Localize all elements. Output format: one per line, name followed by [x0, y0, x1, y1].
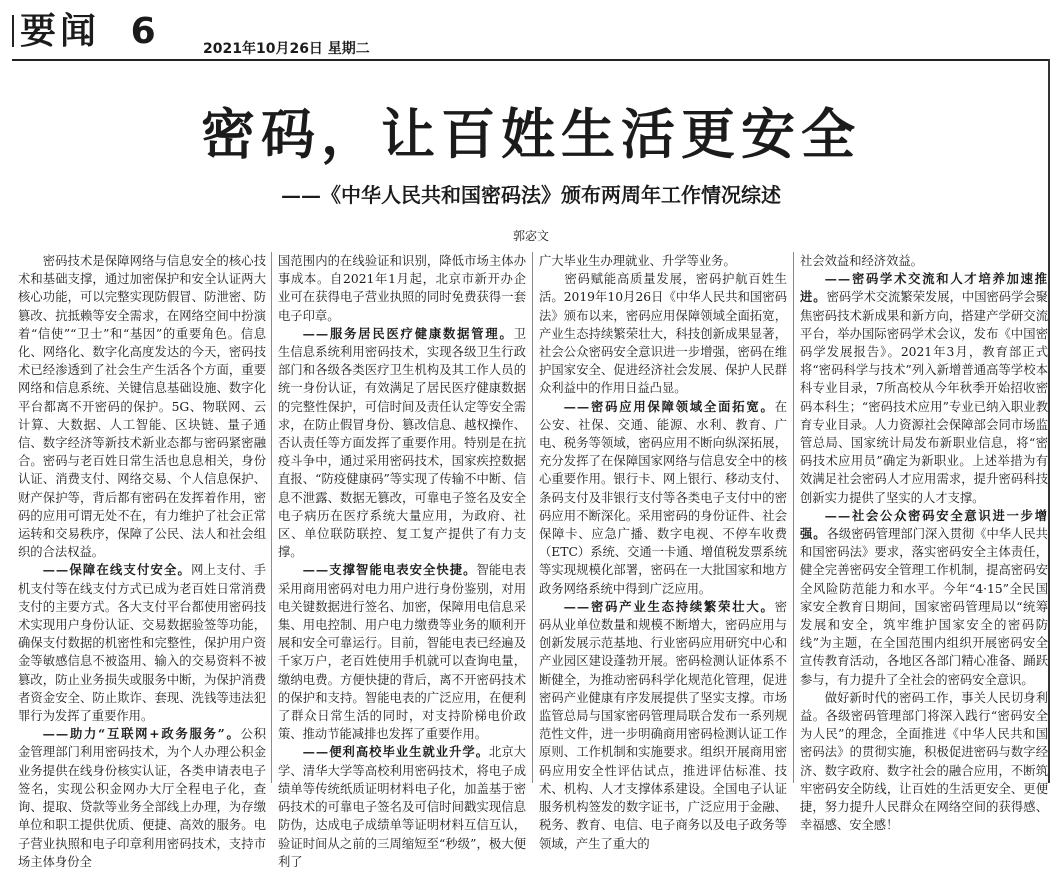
paragraph-text: 密码赋能高质量发展，密码护航百姓生活。2019年10月26日《中华人民共和国密码法》颁布以来，密码应用保障领域全面拓宽，产业生态持续繁荣壮大，科技创新成果显著，社会公众密码安全意识进一步增强，密码在维护国家安全、促进经济社会发展、保护人民群众利益中的作用日益凸显。 [539, 272, 787, 396]
article-paragraph [800, 270, 1048, 507]
article-paragraph [800, 507, 1048, 689]
column-divider [793, 252, 794, 783]
article-paragraph [278, 252, 526, 325]
paragraph-text: 卫生信息系统利用密码技术，实现各级卫生行政部门和各级各类医疗卫生机构及其工作人员的统一身份认证，有效满足了居民医疗健康数据的完整性保护，可信时间及责任认定等安全需求，在防止假冒身份、篡改信息、越权操作、否认责任等方面发挥了重要作用。特别是在抗疫斗争中，通过采用密码技术，国家疾控数据直报、“防疫健康码”等实现了传输不中断、信息不泄露、数据无篡改，可靠电子签名及安全电子病历在医疗系统大量应用，为政府、社区、单位联防联控、复工复产提供了有力支撑。 [278, 326, 526, 560]
issue-date: 2021年10月26日 星期二 [203, 41, 370, 57]
section-lead-phrase: ——密码学术交流和人才培养加速推进。 [800, 271, 1048, 305]
paragraph-text: 在公安、社保、交通、能源、水利、教育、广电、税务等领域，密码应用不断向纵深拓展，充分发挥了在保障国家网络与信息安全中的核心重要作用。银行卡、网上银行、移动支付、条码支付及非银行支付等各类电子支付中的密码应用不断深化。采用密码的身份证件、社会保障卡、应急广播、数字电视、不停车收费（ETC）系统、交通一卡通、增值税发票系统等实现规模化部署，密码在一大批国家和地方政务网络系统中得到广泛应用。 [539, 399, 787, 596]
paragraph-text: 广大毕业生办理就业、升学等业务。 [539, 254, 736, 268]
article-paragraph [539, 598, 787, 853]
column-divider [271, 252, 272, 783]
article-column-1 [18, 252, 266, 869]
article-paragraph [18, 725, 266, 871]
article-column-4 [800, 252, 1048, 833]
column-divider [532, 252, 533, 783]
page-number: 6 [130, 11, 160, 52]
section-name: 要闻 [20, 11, 101, 52]
paragraph-text: 社会效益和经济效益。 [800, 254, 923, 268]
article-paragraph [18, 561, 266, 725]
article-paragraph [278, 561, 526, 743]
article-column-3 [539, 252, 787, 851]
masthead-bracket [12, 15, 14, 47]
paragraph-text: 各级密码管理部门深入贯彻《中华人民共和国密码法》要求，落实密码安全主体责任，健全完善密码安全管理工作机制，提高密码安全风险防范能力和水平。今年“4·15”全民国家安全教育日期间，国家密码管理局以“统筹发展和安全，筑牢维护国家安全的密码防线”为主题，在全国范围内组织开展密码安全宣传教育活动，各地区各部门精心准备、踊跃参与，有力提升了全社会的密码安全意识。 [800, 527, 1048, 687]
section-lead-phrase: ——便利高校毕业生就业升学。 [302, 744, 490, 760]
paragraph-text: 智能电表采用商用密码对电力用户进行身份鉴别，对用电关键数据进行签名、加密，保障用电信息采集、用电控制、用户电力缴费等业务的顺利开展和安全可靠运行。目前，智能电表已经遍及千家万户，老百姓使用手机就可以查询电量，缴纳电费。方便快捷的背后，离不开密码技术的保护和支持。智能电表的广泛应用，在便利了群众日常生活的同时，对支持阶梯电价政策、推动节能减排也发挥了重要作用。 [278, 563, 526, 742]
article-paragraph [800, 689, 1048, 835]
paragraph-text: 网上支付、手机支付等在线支付方式已成为老百姓日常消费支付的主要方式。各大支付平台都使用密码技术实现用户身份认证、交易数据验签等功能，确保支付数据的机密性和完整性，保护用户资金等敏感信息不被盗用、输入的交易资料不被篡改，防止业务损失或服务中断，为保护消费者资金安全、防止欺诈、套现、洗钱等违法犯罪行为发挥了重要作用。 [18, 563, 266, 724]
section-title [20, 12, 160, 52]
paragraph-text: 公积金管理部门利用密码技术，为个人办理公积金业务提供在线身份核实认证，各类申请表电子签名，实现公积金网办大厅全程电子化，查询、提取、贷款等业务全部线上办理，为存缴单位和职工提供优质、便捷、高效的服务。电子营业执照和电子印章利用密码技术，支持市场主体身份全 [18, 727, 266, 869]
article-byline: 郭宓文 [512, 229, 549, 243]
paragraph-text: 北京大学、清华大学等高校利用密码技术，将电子成绩单等传统纸质证明材料电子化，加盖基于密码技术的可靠电子签名及可信时间戳实现信息防伪，达成电子成绩单等证明材料互信互认，验证时间从之前的三周缩短至“秒级”，极大便利了 [278, 745, 526, 869]
article-paragraph [539, 252, 787, 270]
section-lead-phrase: ——密码产业生态持续繁荣壮大。 [563, 598, 775, 614]
article-paragraph [18, 252, 266, 561]
paragraph-text: 密码技术是保障网络与信息安全的核心技术和基础支撑，通过加密保护和安全认证两大核心功能，可以完整实现防假冒、防泄密、防篡改、抗抵赖等安全需求，在网络空间中扮演着“信使”“卫士”和“基因”的重要角色。信息化、网络化、数字化高度发达的今天，密码技术已经渗透到了社会生产生活各个方面，重要网络和信息系统、关键信息基础设施、数字化平台都离不开密码的保护。5G、物联网、云计算、大数据、人工智能、区块链、量子通信、数字经济等新技术新业态都与密码紧密融合。密码与老百姓日常生活也息息相关，身份认证、消费支付、网络交易、个人信息保护、财产保护等，背后都有密码在发挥着作用，密码的应用可谓无处不在，有力维护了社会正常运转和交易秩序，保障了公民、法人和社会组织的合法权益。 [18, 254, 266, 560]
article-paragraph [800, 252, 1048, 270]
section-lead-phrase: ——服务居民医疗健康数据管理。 [302, 325, 514, 341]
paragraph-text: 密码学术交流繁荣发展，中国密码学会聚焦密码技术新成果和新方向，搭建产学研交流平台，举办国际密码学术会议，发布《中国密码学发展报告》。2021年3月，教育部正式将“密码科学与技术”列入新增普通高等学校本科专业目录，7所高校从今年秋季开始招收密码本科生；“密码技术应用”专业已纳入职业教育专业目录。人力资源社会保障部会同市场监管总局、国家统计局发布新职业信息，将“密码技术应用员”确定为新职业。上述举措为有效满足社会密码人才应用需求，提升密码科技创新实力提供了坚实的人才支撑。 [800, 290, 1048, 505]
article-paragraph [539, 398, 787, 598]
section-lead-phrase: ——保障在线支付安全。 [42, 562, 192, 578]
masthead [0, 0, 1062, 60]
section-lead-phrase: ——助力“互联网+政务服务”。 [42, 726, 241, 742]
section-lead-phrase: ——支撑智能电表安全快捷。 [302, 562, 477, 578]
masthead-divider [12, 59, 1048, 61]
article-column-2 [278, 252, 526, 869]
article-paragraph [539, 270, 787, 397]
article-headline: 密码，让百姓生活更安全 [201, 103, 861, 166]
paragraph-text: 做好新时代的密码工作，事关人民切身利益。各级密码管理部门将深入践行“密码安全为人民”的理念，全面推进《中华人民共和国密码法》的贯彻实施，积极促进密码与数字经济、数字政府、数字社会的融合应用，不断筑牢密码安全防线，让百姓的生活更安全、更便捷，努力提升人民群众在网络空间的获得感、幸福感、安全感！ [800, 690, 1048, 833]
section-lead-phrase: ——社会公众密码安全意识进一步增强。 [800, 507, 1048, 542]
article-paragraph [278, 743, 526, 870]
page-edge-rule [1048, 59, 1050, 783]
section-lead-phrase: ——密码应用保障领域全面拓宽。 [563, 398, 775, 414]
paragraph-text: 密码从业单位数量和规模不断增大，密码应用与创新发展示范基地、行业密码应用研究中心和产业园区建设蓬勃开展。密码检测认证体系不断健全，为推动密码科学化规范化管理，促进密码产业健康有序发展提供了坚实支撑。市场监管总局与国家密码管理局联合发布一系列规范性文件，进一步明确商用密码检测认证工作原则、工作机制和实施要求。组织开展商用密码应用安全性评估试点，推进评估标准、技术、机构、人才支撑体系建设。全国电子认证服务机构签发的数字证书，广泛应用于金融、税务、教育、电信、电子商务以及电子政务等领域，产生了重大的 [539, 599, 787, 851]
article-subheadline: ——《中华人民共和国密码法》颁布两周年工作情况综述 [281, 183, 781, 207]
article-paragraph [278, 325, 526, 562]
paragraph-text: 国范围内的在线验证和识别，降低市场主体办事成本。自2021年1月起，北京市新开办企业可在获得电子营业执照的同时免费获得一套电子印章。 [278, 254, 526, 323]
